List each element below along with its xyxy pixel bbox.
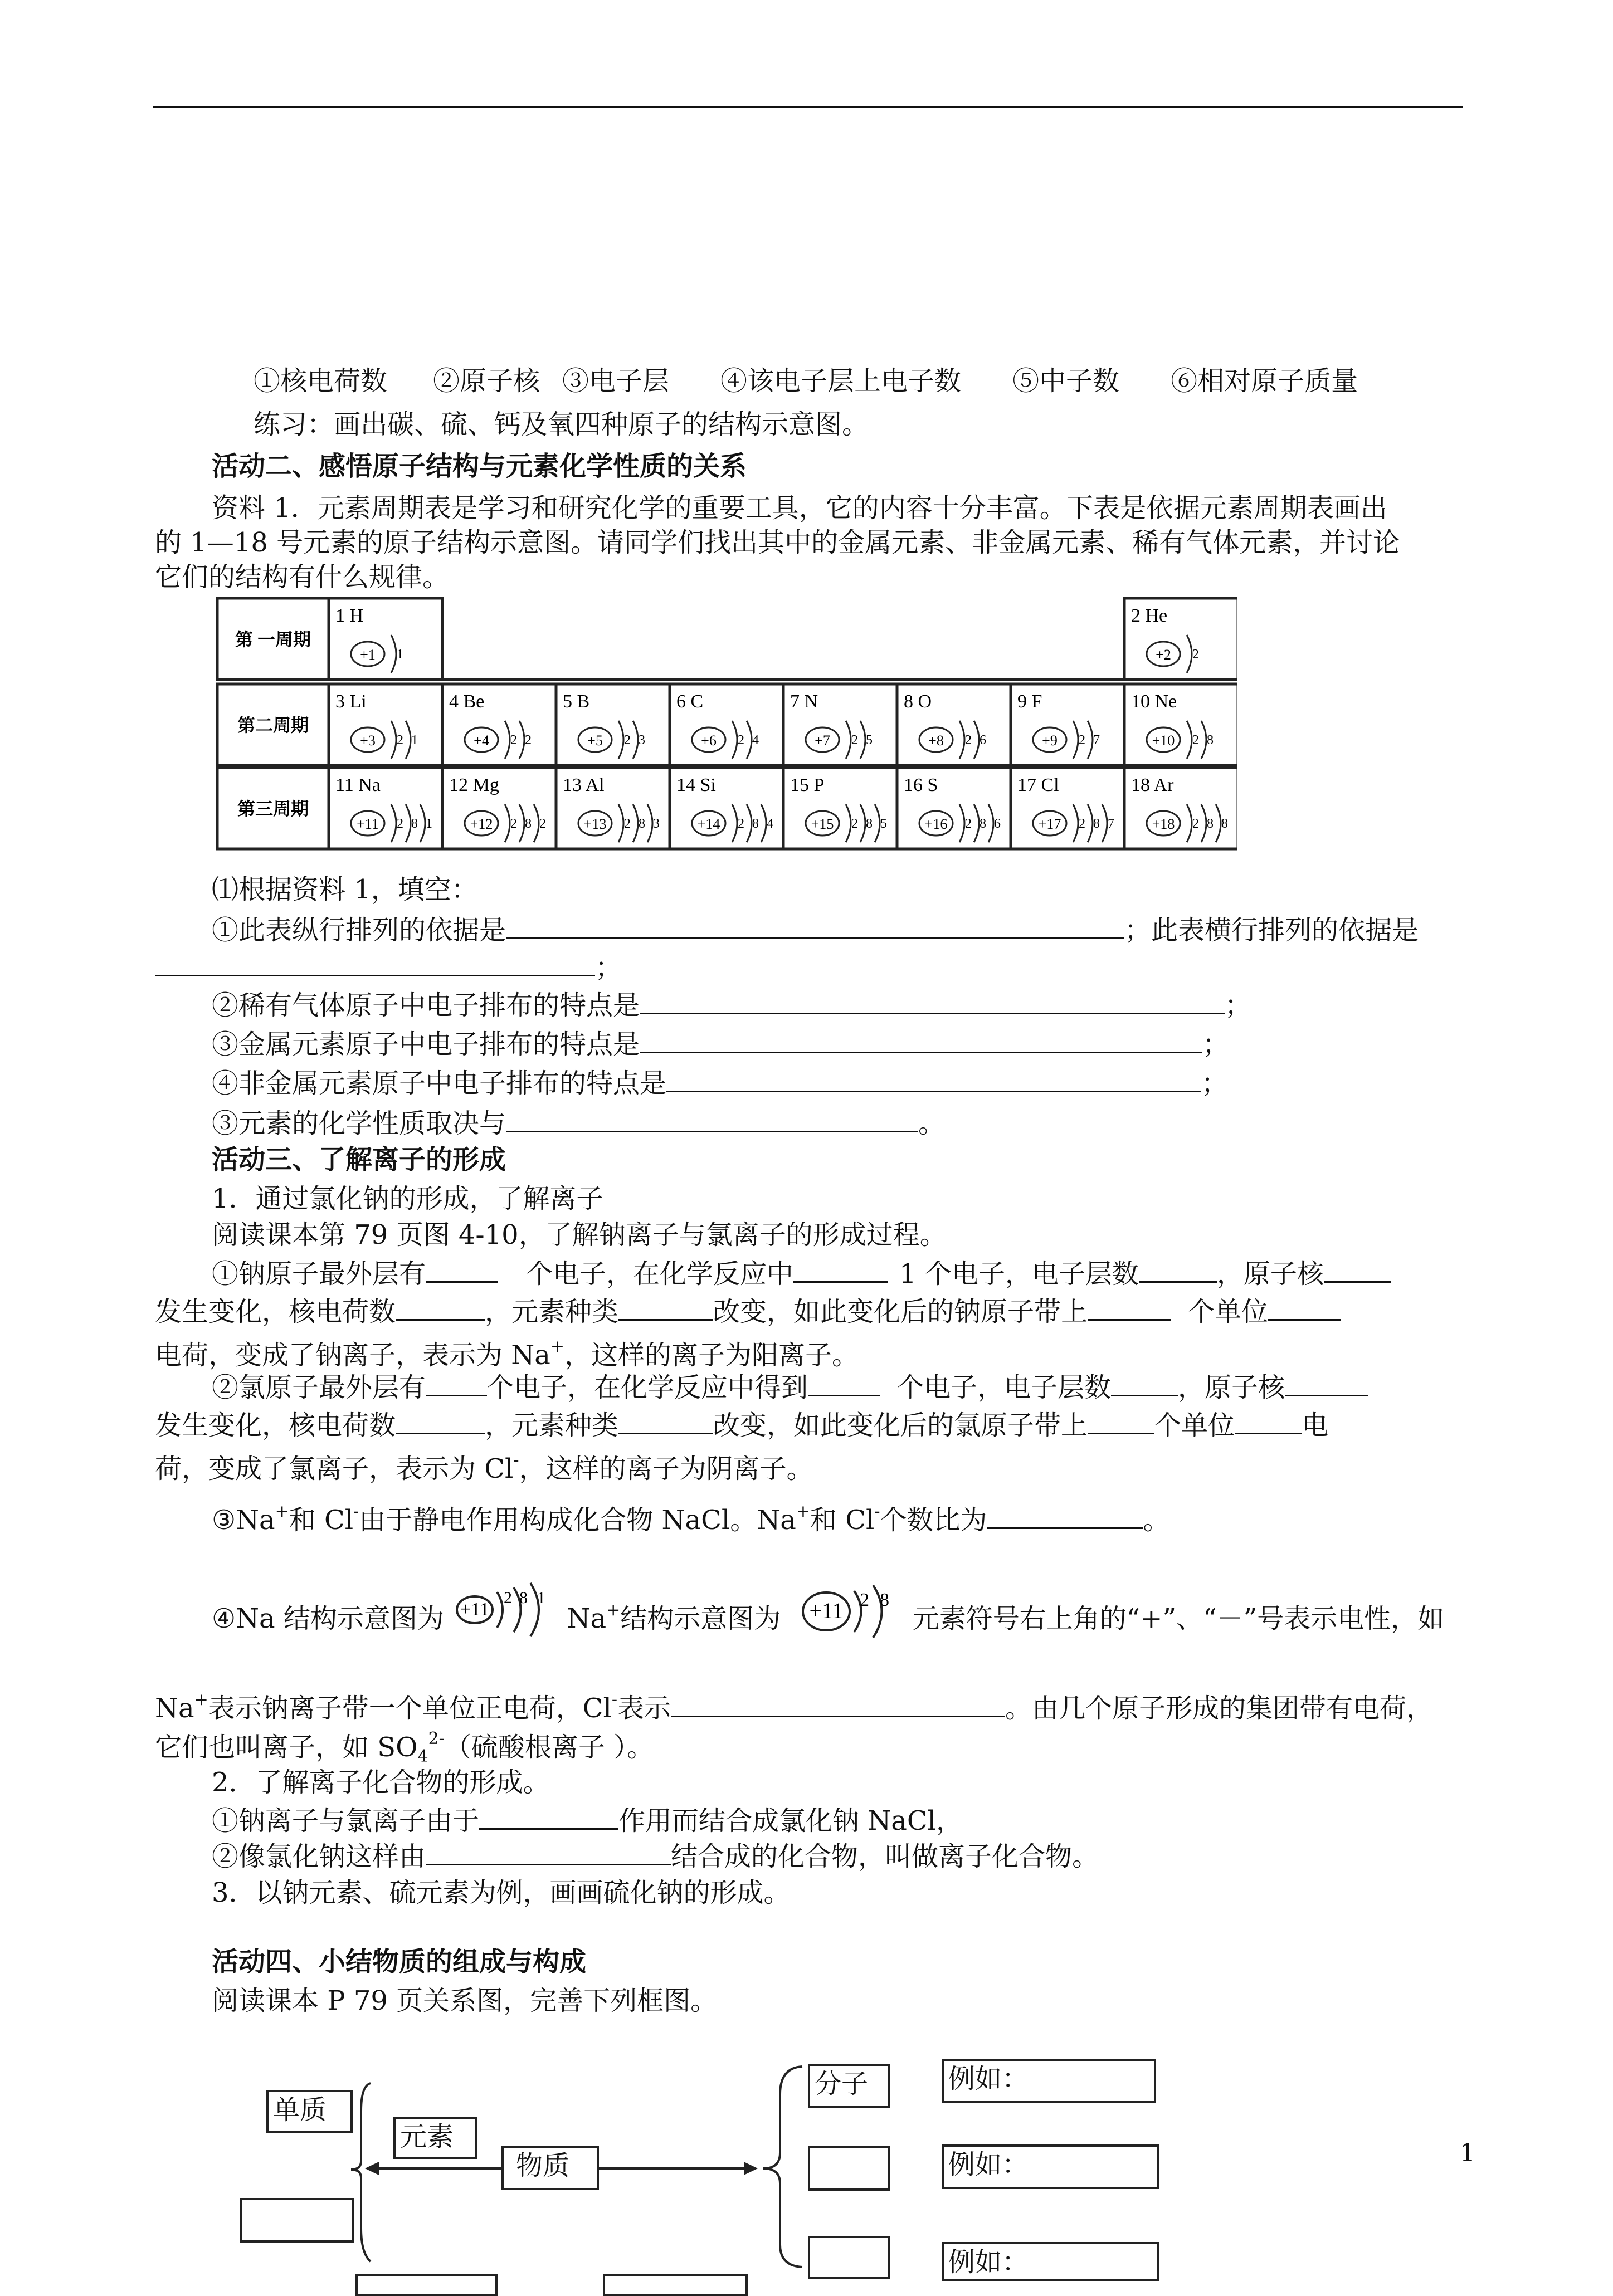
shell-electron-count: 8 <box>1221 817 1228 831</box>
cl-text8: 个单位 <box>1154 1410 1235 1441</box>
period-label: 第三周期 <box>237 799 309 819</box>
so4-text2: （硫酸根离子 ）。 <box>444 1732 654 1763</box>
cl-text5: 发生变化，核电荷数 <box>155 1410 396 1441</box>
box-wuzhi-label: 物质 <box>516 2150 570 2181</box>
element-label: 16 S <box>904 775 938 795</box>
box-example2-label: 例如： <box>948 2149 1029 2180</box>
shell-electron-count: 2 <box>510 817 517 831</box>
element-label: 11 Na <box>335 775 381 795</box>
q1-item1-end: ； <box>595 952 622 983</box>
ion-text4: 。由几个原子形成的集团带有电荷， <box>1005 1693 1434 1724</box>
svg-text:1: 1 <box>537 1589 546 1607</box>
nucleus-charge: +1 <box>360 647 376 663</box>
shell-electron-count: 2 <box>510 733 517 748</box>
na-text10: ，这样的离子为阳离子。 <box>564 1340 859 1371</box>
shell-electron-count: 3 <box>653 817 660 831</box>
box-empty-left[interactable] <box>240 2198 354 2243</box>
struct-text4: 元素符号右上角的“+”、“－”号表示电性，如 <box>912 1603 1445 1634</box>
cl-text11: ，这样的离子为阴离子。 <box>519 1453 813 1484</box>
nucleus-charge: +7 <box>815 732 830 749</box>
shell-electron-count: 5 <box>880 817 887 831</box>
shell-electron-count: 8 <box>752 817 759 831</box>
shell-electron-count: 8 <box>411 817 418 831</box>
element-label: 17 Cl <box>1017 775 1059 795</box>
nacl-text1: ③Na <box>212 1504 275 1536</box>
struct-text2: Na <box>567 1603 607 1634</box>
nucleus-charge: +4 <box>474 732 489 749</box>
shell-electron-count: 2 <box>525 733 532 748</box>
svg-text:+11: +11 <box>460 1599 490 1620</box>
na-text1: ①钠原子最外层有 <box>212 1258 426 1289</box>
q1-item3-label: ③金属元素原子中电子排布的特点是 <box>212 1029 640 1060</box>
cl-text9: 电 <box>1302 1410 1329 1441</box>
nacl-text3: 由于静电作用构成化合物 NaCl。Na <box>359 1504 796 1536</box>
element-label: 3 Li <box>335 691 367 712</box>
struct-text3: 结构示意图为 <box>620 1603 781 1634</box>
shell-electron-count: 2 <box>851 817 858 831</box>
na-text5: 发生变化，核电荷数 <box>155 1296 396 1327</box>
practice-text: 练习：画出碳、硫、钙及氧四种原子的结构示意图。 <box>254 409 869 440</box>
ion-text2: 表示钠离子带一个单位正电荷，Cl <box>208 1693 612 1724</box>
shell-electron-count: 6 <box>994 817 1001 831</box>
act3-s3: 3．以钠元素、硫元素为例，画画硫化钠的形成。 <box>212 1877 791 1908</box>
struct-plus: + <box>606 1600 621 1620</box>
q1-item2-label: ②稀有气体原子中电子排布的特点是 <box>212 990 640 1021</box>
shell-electron-count: 2 <box>624 733 631 748</box>
shell-electron-count: 8 <box>639 817 645 831</box>
option-3: ③电子层 <box>562 365 670 397</box>
shell-electron-count: 2 <box>738 817 744 831</box>
shell-electron-count: 2 <box>738 733 744 748</box>
box-empty-bottom2[interactable] <box>603 2274 748 2296</box>
na-text3: 1 个电子，电子层数 <box>899 1258 1139 1289</box>
nucleus-charge: +16 <box>924 816 948 832</box>
nucleus-charge: +2 <box>1156 647 1171 663</box>
ion-plus: + <box>194 1690 208 1709</box>
option-2: ②原子核 <box>433 365 540 397</box>
element-label: 12 Mg <box>449 775 499 795</box>
svg-text:2: 2 <box>859 1590 869 1610</box>
shell-electron-count: 1 <box>411 733 418 748</box>
element-label: 10 Ne <box>1131 691 1177 712</box>
box-danzhi-label: 单质 <box>273 2094 327 2126</box>
q1-item1-label2: ；此表横行排列的依据是 <box>1124 915 1419 946</box>
shell-electron-count: 1 <box>426 817 432 831</box>
svg-text:8: 8 <box>879 1590 889 1610</box>
shell-electron-count: 4 <box>752 733 759 748</box>
nacl-plus2: + <box>796 1502 810 1521</box>
cl-text6: ，元素种类 <box>485 1410 619 1441</box>
element-label: 2 He <box>1131 605 1168 626</box>
so4-sub: 4 <box>417 1747 428 1766</box>
nucleus-charge: +5 <box>587 732 603 749</box>
na-plus-sup: + <box>550 1337 565 1356</box>
s2a-text1: ①钠离子与氯离子由于 <box>212 1805 480 1836</box>
shell-electron-count: 2 <box>965 817 972 831</box>
nucleus-charge: +3 <box>360 732 376 749</box>
cl-text10: 荷，变成了氯离子，表示为 Cl <box>155 1453 514 1484</box>
option-1: ①核电荷数 <box>254 365 388 397</box>
shell-electron-count: 2 <box>624 817 631 831</box>
shell-electron-count: 6 <box>980 733 986 748</box>
material1-line1: 资料 1．元素周期表是学习和研究化学的重要工具，它的内容十分丰富。下表是依据元素周期表画出 <box>212 492 1387 524</box>
nucleus-charge: +11 <box>357 816 379 832</box>
element-label: 5 B <box>563 691 590 712</box>
element-label: 6 C <box>676 691 704 712</box>
shell-electron-count: 3 <box>639 733 645 748</box>
box-example2[interactable] <box>942 2144 1159 2189</box>
q1-item3-end: ； <box>1202 1029 1230 1060</box>
na-text8: 个单位 <box>1188 1296 1269 1327</box>
nacl-plus1: + <box>275 1502 289 1521</box>
period-label: 第二周期 <box>237 715 309 735</box>
period-label: 第 一周期 <box>235 629 311 649</box>
ion-text3: 表示 <box>617 1693 671 1724</box>
act4-intro: 阅读课本 P 79 页关系图，完善下列框图。 <box>212 1985 718 2016</box>
ion-text1: Na <box>155 1693 194 1724</box>
cl-text1: ②氯原子最外层有 <box>212 1372 426 1403</box>
q1-item4-end: ； <box>1201 1068 1229 1099</box>
activity2-title: 活动二、感悟原子结构与元素化学性质的关系 <box>212 451 747 482</box>
nucleus-charge: +8 <box>928 732 944 749</box>
shell-electron-count: 2 <box>1192 733 1199 748</box>
box-example3-label: 例如： <box>948 2246 1029 2278</box>
nucleus-charge: +6 <box>701 732 717 749</box>
shell-electron-count: 8 <box>980 817 986 831</box>
shell-electron-count: 7 <box>1093 733 1100 748</box>
cl-minus-sup: - <box>513 1450 519 1470</box>
na-text6: ，元素种类 <box>485 1296 619 1327</box>
nacl-minus2: - <box>874 1502 880 1521</box>
nucleus-charge: +13 <box>583 816 607 832</box>
na-text2: 个电子，在化学反应中 <box>526 1258 794 1289</box>
nacl-text6: 。 <box>1143 1504 1170 1536</box>
box-fenzi <box>808 2064 890 2108</box>
element-label: 18 Ar <box>1131 775 1174 795</box>
nucleus-charge: +12 <box>470 816 493 832</box>
cl-text3: 个电子，电子层数 <box>897 1372 1112 1403</box>
shell-electron-count: 5 <box>866 733 873 748</box>
act3-s2: 2．了解离子化合物的形成。 <box>212 1767 550 1798</box>
nacl-text2: 和 Cl <box>289 1504 354 1536</box>
element-label: 9 F <box>1017 691 1042 712</box>
shell-electron-count: 2 <box>1192 817 1199 831</box>
so4-text1: 它们也叫离子，如 SO <box>155 1732 418 1763</box>
act3-s1a: 阅读课本第 79 页图 4-10，了解钠离子与氯离子的形成过程。 <box>212 1219 947 1250</box>
option-6: ⑥相对原子质量 <box>1171 365 1358 397</box>
shell-electron-count: 2 <box>1079 817 1085 831</box>
shell-electron-count: 2 <box>1192 647 1199 662</box>
shell-electron-count: 2 <box>1079 733 1085 748</box>
shell-electron-count: 4 <box>767 817 773 831</box>
q1-item2-end: ； <box>1225 990 1252 1021</box>
element-label: 14 Si <box>676 775 716 795</box>
shell-electron-count: 7 <box>1108 817 1114 831</box>
ion-minus: - <box>611 1690 617 1709</box>
box-example1-label: 例如： <box>948 2063 1029 2094</box>
shell-electron-count: 8 <box>1207 733 1214 748</box>
na-text4: ，原子核 <box>1216 1258 1324 1289</box>
svg-text:8: 8 <box>519 1589 528 1607</box>
box-example3[interactable] <box>942 2242 1159 2281</box>
nucleus-charge: +15 <box>811 816 834 832</box>
activity3-title: 活动三、了解离子的形成 <box>212 1144 506 1175</box>
cl-text7: 改变，如此变化后的氯原子带上 <box>713 1410 1088 1441</box>
na-text7: 改变，如此变化后的钠原子带上 <box>713 1296 1088 1327</box>
nucleus-charge: +10 <box>1152 732 1175 749</box>
shell-electron-count: 2 <box>397 733 403 748</box>
nucleus-charge: +9 <box>1042 732 1058 749</box>
shell-electron-count: 8 <box>1207 817 1214 831</box>
option-5: ⑤中子数 <box>1012 365 1120 397</box>
nacl-text4: 和 Cl <box>810 1504 875 1536</box>
struct-text1: ④Na 结构示意图为 <box>212 1603 444 1634</box>
act3-s1: 1．通过氯化钠的形成，了解离子 <box>212 1183 603 1214</box>
element-label: 8 O <box>904 691 932 712</box>
q1-item1-label: ①此表纵行排列的依据是 <box>212 915 506 946</box>
box-example1[interactable] <box>942 2059 1156 2103</box>
s2a-text2: 作用而结合成氯化钠 NaCl， <box>618 1805 963 1836</box>
box-empty-right1[interactable] <box>808 2146 890 2191</box>
element-label: 4 Be <box>449 691 485 712</box>
box-fenzi-label: 分子 <box>815 2068 869 2099</box>
s2b-text2: 结合成的化合物，叫做离子化合物。 <box>671 1841 1099 1872</box>
box-empty-right2[interactable] <box>808 2236 890 2279</box>
box-yuansu <box>393 2117 477 2159</box>
shell-electron-count: 2 <box>965 733 972 748</box>
shell-electron-count: 2 <box>397 817 403 831</box>
box-yuansu-label: 元素 <box>400 2121 454 2152</box>
box-danzhi <box>266 2090 353 2133</box>
box-empty-bottom1[interactable] <box>355 2274 498 2296</box>
shell-electron-count: 8 <box>1093 817 1100 831</box>
material1-line2: 的 1—18 号元素的原子结构示意图。请同学们找出其中的金属元素、非金属元素、稀有气体元素，并讨论 <box>155 527 1400 558</box>
na-text9: 电荷，变成了钠离子，表示为 Na <box>155 1340 550 1371</box>
box-wuzhi <box>501 2146 599 2190</box>
nacl-minus1: - <box>353 1502 359 1521</box>
q1-item5-label: ③元素的化学性质取决与 <box>212 1108 506 1139</box>
svg-text:2: 2 <box>504 1589 513 1607</box>
nucleus-charge: +18 <box>1152 816 1175 832</box>
svg-text:+11: +11 <box>808 1598 844 1623</box>
element-label: 15 P <box>790 775 825 795</box>
shell-electron-count: 8 <box>866 817 873 831</box>
option-4: ④该电子层上电子数 <box>720 365 962 397</box>
page-number: 1 <box>1460 2139 1475 2167</box>
q1-item4-label: ④非金属元素原子中电子排布的特点是 <box>212 1068 667 1099</box>
cl-text2: 个电子，在化学反应中得到 <box>487 1372 808 1403</box>
element-label: 1 H <box>335 605 364 626</box>
shell-electron-count: 2 <box>851 733 858 748</box>
q1-intro: ⑴根据资料 1，填空： <box>212 874 478 905</box>
element-label: 7 N <box>790 691 818 712</box>
shell-electron-count: 1 <box>397 647 403 662</box>
q1-item5-end: 。 <box>918 1108 946 1139</box>
nucleus-charge: +14 <box>697 816 720 832</box>
nucleus-charge: +17 <box>1038 816 1061 832</box>
shell-electron-count: 2 <box>539 817 546 831</box>
nacl-text5: 个数比为 <box>880 1504 987 1536</box>
cl-text4: ，原子核 <box>1178 1372 1285 1403</box>
activity4-title: 活动四、小结物质的组成与构成 <box>212 1946 587 1977</box>
s2b-text1: ②像氯化钠这样由 <box>212 1841 426 1872</box>
material1-line3: 它们的结构有什么规律。 <box>155 561 450 593</box>
so4-sup: 2- <box>428 1729 445 1748</box>
shell-electron-count: 8 <box>525 817 532 831</box>
element-label: 13 Al <box>563 775 605 795</box>
